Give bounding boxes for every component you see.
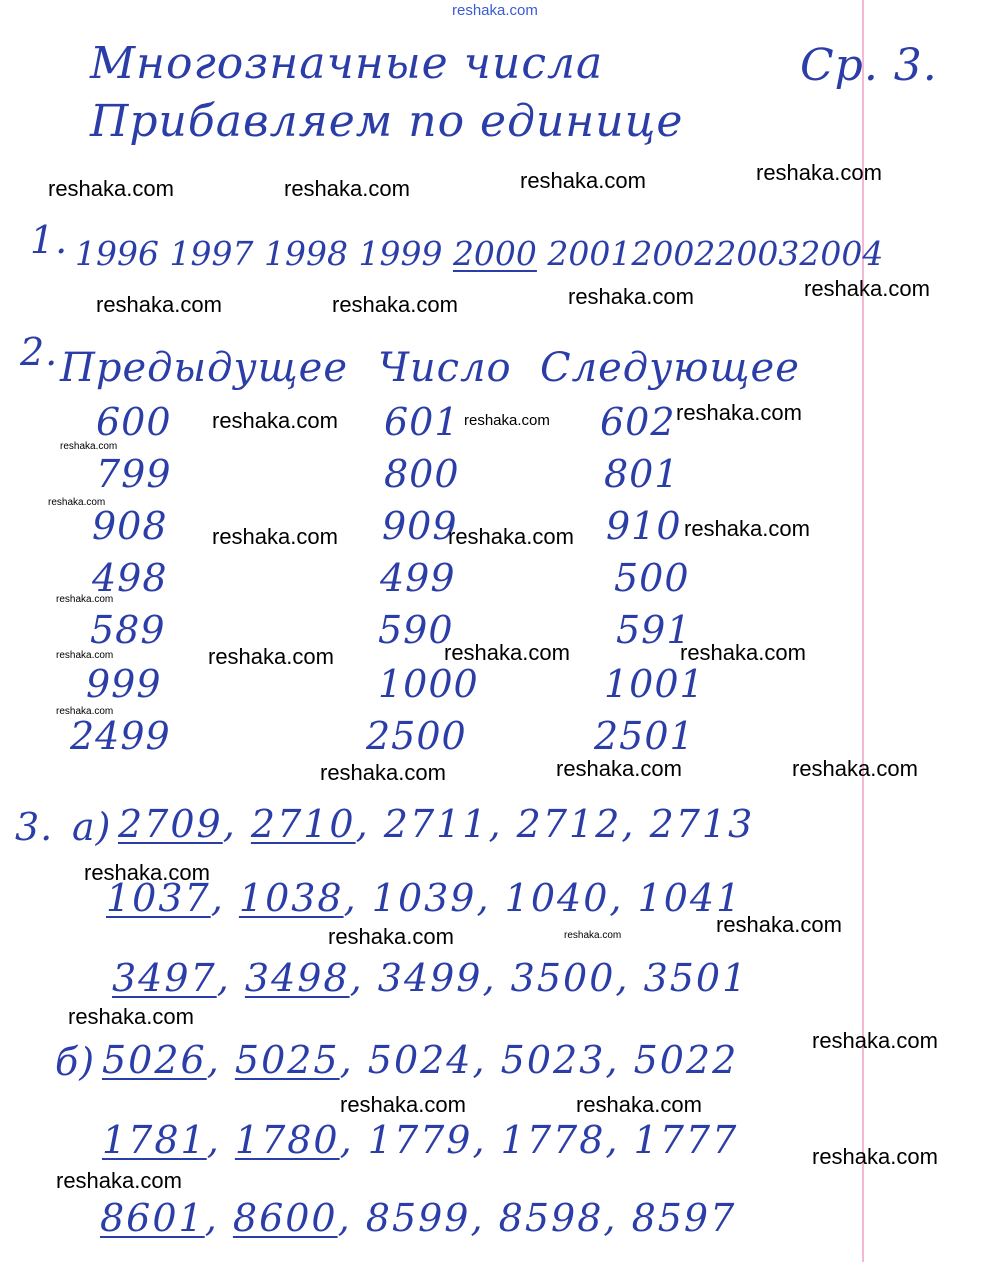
comma-separator: , (206, 1118, 235, 1162)
task2-next-cell: 602 (600, 400, 676, 444)
comma-separator: , (609, 876, 638, 920)
task2-number-cell: 800 (384, 452, 460, 496)
task2-next-cell: 1001 (604, 662, 705, 706)
task3-given-number: 1781 (102, 1118, 207, 1162)
watermark: reshaka.com (448, 524, 574, 549)
task1-number: 2004 (799, 234, 884, 273)
comma-separator: , (488, 802, 517, 846)
watermark: reshaka.com (332, 292, 458, 317)
watermark: reshaka.com (84, 860, 210, 885)
task3-given-number: 2709 (118, 802, 223, 846)
task2-previous-cell: 498 (92, 556, 168, 600)
watermark: reshaka.com (208, 644, 334, 669)
comma-separator: , (355, 802, 384, 846)
task2-label: 2. (20, 330, 59, 374)
task3-label: 3. (15, 805, 54, 849)
watermark: reshaka.com (56, 650, 114, 661)
watermark: reshaka.com (556, 756, 682, 781)
comma-separator: , (470, 1196, 499, 1240)
task1-number: 1997 (169, 234, 254, 273)
task2-number-cell: 590 (378, 608, 454, 652)
task3-sequence-row (102, 1038, 738, 1082)
task3-answer-number: 3501 (643, 956, 749, 1000)
watermark: reshaka.com (328, 924, 454, 949)
task3-given-number: 1037 (106, 876, 211, 920)
comma-separator: , (621, 802, 650, 846)
watermark: reshaka.com (568, 284, 694, 309)
task1-number: 1998 (263, 234, 348, 273)
watermark: reshaka.com (68, 1004, 194, 1029)
comma-separator: , (339, 1118, 368, 1162)
title-line-1: Многозначные числа (90, 38, 604, 89)
comma-separator: , (337, 1196, 366, 1240)
watermark: reshaka.com (96, 292, 222, 317)
task3-given-number: 1038 (238, 876, 344, 920)
task2-number-cell: 1000 (378, 662, 479, 706)
task1-label: 1. (30, 218, 69, 262)
task3-sequence-row (112, 956, 748, 1000)
task1-number: 2002 (631, 234, 716, 273)
task3-given-number: 8600 (232, 1196, 338, 1240)
task2-next-cell: 910 (606, 504, 682, 548)
watermark: reshaka.com (576, 1092, 702, 1117)
watermark: reshaka.com (48, 176, 174, 201)
comma-separator: , (605, 1118, 634, 1162)
task3-answer-number: 1041 (637, 876, 743, 920)
task3-answer-number: 8598 (498, 1196, 604, 1240)
task3-answer-number: 5024 (367, 1038, 473, 1082)
watermark: reshaka.com (684, 516, 810, 541)
comma-separator: , (615, 956, 644, 1000)
task3-answer-number: 2711 (383, 802, 489, 846)
comma-separator: , (204, 1196, 233, 1240)
task2-next-cell: 500 (614, 556, 690, 600)
task2-previous-cell: 999 (86, 662, 162, 706)
watermark: reshaka.com (56, 706, 114, 717)
task3-given-number: 5025 (234, 1038, 340, 1082)
task2-header-previous: Предыдущее (60, 345, 349, 391)
task2-number-cell: 601 (384, 400, 460, 444)
comma-separator: , (603, 1196, 632, 1240)
task1-sequence (75, 234, 883, 273)
watermark-top: reshaka.com (452, 2, 538, 19)
task1-number: 2001 (547, 234, 632, 273)
task3-answer-number: 5023 (500, 1038, 606, 1082)
comma-separator: , (605, 1038, 634, 1082)
comma-separator: , (472, 1118, 501, 1162)
task1-number: 2003 (715, 234, 800, 273)
task3-answer-number: 1039 (371, 876, 477, 920)
watermark: reshaka.com (56, 1168, 182, 1193)
task2-number-cell: 2500 (366, 714, 467, 758)
task2-number-cell: 909 (382, 504, 458, 548)
watermark: reshaka.com (340, 1092, 466, 1117)
watermark: reshaka.com (464, 412, 550, 429)
task3-given-number: 5026 (102, 1038, 207, 1082)
task2-previous-cell: 2499 (70, 714, 171, 758)
watermark: reshaka.com (212, 408, 338, 433)
comma-separator: , (206, 1038, 235, 1082)
task3-given-number: 3498 (244, 956, 350, 1000)
task3-part-a-label: а) (72, 805, 112, 849)
task3-sequence-row (100, 1196, 736, 1240)
task3-answer-number: 8599 (365, 1196, 471, 1240)
watermark: reshaka.com (716, 912, 842, 937)
watermark: reshaka.com (812, 1144, 938, 1169)
comma-separator: , (476, 876, 505, 920)
watermark: reshaka.com (444, 640, 570, 665)
task3-answer-number: 8597 (631, 1196, 737, 1240)
watermark: reshaka.com (756, 160, 882, 185)
watermark: reshaka.com (564, 930, 622, 941)
comma-separator: , (216, 956, 245, 1000)
task2-next-cell: 801 (604, 452, 680, 496)
comma-separator: , (482, 956, 511, 1000)
task2-previous-cell: 600 (96, 400, 172, 444)
watermark: reshaka.com (804, 276, 930, 301)
task1-number: 1999 (358, 234, 443, 273)
watermark: reshaka.com (792, 756, 918, 781)
task3-sequence-row (118, 802, 754, 846)
task3-given-number: 3497 (112, 956, 217, 1000)
notebook-margin-line (862, 0, 864, 1262)
task3-answer-number: 1777 (633, 1118, 739, 1162)
title-line-2: Прибавляем по единице (90, 96, 684, 147)
comma-separator: , (210, 876, 239, 920)
task2-previous-cell: 589 (90, 608, 166, 652)
task2-header-number: Число (378, 345, 512, 391)
task3-answer-number: 5022 (633, 1038, 739, 1082)
task2-previous-cell: 908 (92, 504, 168, 548)
task2-previous-cell: 799 (96, 452, 172, 496)
watermark: reshaka.com (56, 594, 114, 605)
comma-separator: , (343, 876, 372, 920)
task3-sequence-row (102, 1118, 738, 1162)
task3-answer-number: 1778 (500, 1118, 606, 1162)
watermark: reshaka.com (320, 760, 446, 785)
watermark: reshaka.com (812, 1028, 938, 1053)
task3-answer-number: 1779 (367, 1118, 473, 1162)
task1-number-highlighted: 2000 (452, 234, 537, 273)
watermark: reshaka.com (48, 497, 106, 508)
watermark: reshaka.com (676, 400, 802, 425)
watermark: reshaka.com (520, 168, 646, 193)
task3-given-number: 2710 (250, 802, 356, 846)
task3-part-b-label: б) (55, 1040, 96, 1084)
task2-next-cell: 2501 (594, 714, 695, 758)
task3-answer-number: 2713 (649, 802, 755, 846)
comma-separator: , (339, 1038, 368, 1082)
task2-next-cell: 591 (616, 608, 692, 652)
task3-given-number: 8601 (100, 1196, 205, 1240)
task1-number: 1996 (75, 234, 159, 273)
watermark: reshaka.com (680, 640, 806, 665)
task3-answer-number: 3499 (377, 956, 483, 1000)
comma-separator: , (472, 1038, 501, 1082)
watermark: reshaka.com (60, 441, 118, 452)
task3-answer-number: 1040 (504, 876, 610, 920)
comma-separator: , (222, 802, 251, 846)
comma-separator: , (349, 956, 378, 1000)
task3-answer-number: 3500 (510, 956, 616, 1000)
page-reference: Ср. 3. (800, 40, 938, 91)
task2-number-cell: 499 (380, 556, 456, 600)
watermark: reshaka.com (284, 176, 410, 201)
task3-given-number: 1780 (234, 1118, 340, 1162)
task3-answer-number: 2712 (516, 802, 622, 846)
watermark: reshaka.com (212, 524, 338, 549)
task2-header-next: Следующее (540, 345, 800, 391)
